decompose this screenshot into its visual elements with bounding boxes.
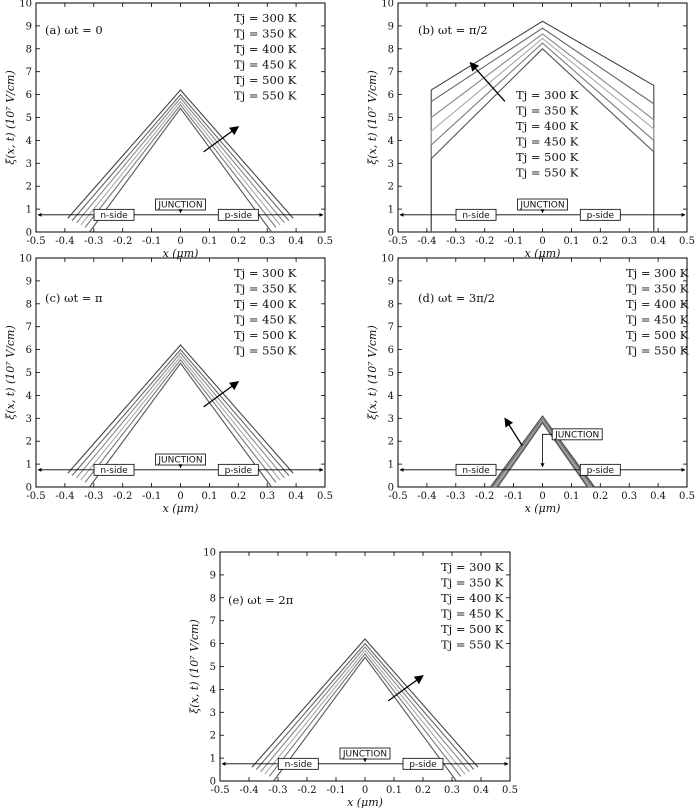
panel-title: (c) ωt = π <box>45 291 103 305</box>
x-tick-label: -0.2 <box>475 236 495 247</box>
legend-entry: Tj = 350 K <box>441 575 504 590</box>
x-tick-label: -0.2 <box>113 236 133 247</box>
x-tick-label: -0.3 <box>446 236 466 247</box>
x-tick-label: -0.5 <box>388 491 408 502</box>
y-tick-label: 8 <box>387 299 394 311</box>
y-tick-label: 6 <box>25 345 32 357</box>
y-axis-label: ξ(x, t) (10⁷ V/cm) <box>366 325 379 420</box>
x-tick-label: 0.1 <box>386 785 402 796</box>
panel-title: (e) ωt = 2π <box>228 593 294 607</box>
legend-entry: Tj = 350 K <box>516 103 579 118</box>
legend-entry: Tj = 500 K <box>626 328 689 342</box>
x-tick-label: 0.5 <box>317 491 333 502</box>
y-axis-label: ξ(x, t) (10⁷ V/cm) <box>188 619 201 714</box>
x-tick-label: -0.2 <box>297 785 317 796</box>
y-tick-label: 5 <box>25 368 32 379</box>
x-tick-label: 0.3 <box>259 491 276 502</box>
x-axis-label: x (μm) <box>162 502 199 515</box>
x-tick-label: -0.3 <box>446 491 466 502</box>
x-tick-label: 0 <box>177 491 184 502</box>
x-tick-label: -0.2 <box>113 491 133 502</box>
x-tick-label: -0.1 <box>503 236 524 247</box>
y-tick-label: 10 <box>19 0 32 10</box>
y-tick-label: 7 <box>25 67 32 79</box>
legend-entry: Tj = 300 K <box>516 88 579 102</box>
y-axis-label: ξ(x, t) (10⁷ V/cm) <box>366 70 379 165</box>
x-tick-label: -0.1 <box>503 491 524 502</box>
legend-entry: Tj = 550 K <box>234 88 297 103</box>
legend-entry: Tj = 500 K <box>234 73 297 87</box>
y-tick-label: 4 <box>209 684 216 696</box>
x-tick-label: -0.1 <box>326 785 346 796</box>
y-tick-label: 8 <box>25 44 32 56</box>
x-tick-label: 0.1 <box>201 236 218 247</box>
junction-label: JUNCTION <box>158 200 203 211</box>
y-tick-label: 9 <box>387 21 394 33</box>
legend-entry: Tj = 350 K <box>626 281 689 296</box>
y-tick-label: 10 <box>381 253 394 265</box>
panel-title: (d) ωt = 3π/2 <box>418 291 496 305</box>
x-tick-label: -0.5 <box>26 491 46 502</box>
y-tick-label: 0 <box>25 482 32 494</box>
panel-a <box>4 0 333 260</box>
legend-entry: Tj = 300 K <box>441 560 504 574</box>
y-tick-label: 9 <box>25 21 32 33</box>
legend-entry: Tj = 450 K <box>234 57 297 72</box>
x-tick-label: 0.3 <box>259 236 276 247</box>
y-tick-label: 10 <box>19 253 32 265</box>
x-tick-label: -0.4 <box>239 785 259 796</box>
n-side-label: n-side <box>100 210 128 221</box>
y-tick-label: 1 <box>387 459 394 471</box>
y-tick-label: 7 <box>25 322 32 334</box>
panel-c <box>4 254 333 516</box>
y-tick-label: 9 <box>387 276 394 288</box>
x-tick-label: 0.3 <box>444 785 460 796</box>
x-tick-label: 0 <box>539 491 546 502</box>
y-tick-label: 4 <box>25 390 32 402</box>
x-tick-label: -0.4 <box>417 236 437 247</box>
y-tick-label: 3 <box>209 707 216 719</box>
trend-arrow <box>505 418 522 445</box>
y-tick-label: 2 <box>25 436 32 448</box>
y-tick-label: 8 <box>387 44 394 56</box>
trend-arrow <box>204 382 239 407</box>
legend-entry: Tj = 450 K <box>234 312 297 327</box>
legend-entry: Tj = 350 K <box>234 26 297 41</box>
y-tick-label: 7 <box>209 616 216 628</box>
x-tick-label: 0.2 <box>230 236 247 247</box>
junction-label: JUNCTION <box>342 749 388 760</box>
y-tick-label: 6 <box>209 639 216 651</box>
x-axis-label: x (μm) <box>347 796 383 808</box>
p-side-label: p-side <box>224 210 253 221</box>
legend-entry: Tj = 400 K <box>234 297 297 311</box>
legend-entry: Tj = 400 K <box>516 119 579 133</box>
p-side-label: p-side <box>224 465 253 476</box>
y-tick-label: 1 <box>387 204 394 216</box>
p-side-label: p-side <box>586 465 615 476</box>
panel-b <box>366 0 695 260</box>
y-tick-label: 7 <box>387 322 394 334</box>
y-tick-label: 9 <box>25 276 32 288</box>
x-tick-label: -0.5 <box>26 236 46 247</box>
y-tick-label: 2 <box>209 730 216 742</box>
x-tick-label: -0.5 <box>210 785 230 796</box>
panel-title: (b) ωt = π/2 <box>418 23 488 37</box>
p-side-label: p-side <box>409 759 437 770</box>
y-tick-label: 0 <box>387 227 394 239</box>
y-tick-label: 8 <box>25 299 32 311</box>
x-tick-label: 0.2 <box>230 491 247 502</box>
x-tick-label: 0 <box>539 236 546 247</box>
y-tick-label: 0 <box>387 482 394 494</box>
y-tick-label: 2 <box>387 436 394 448</box>
y-tick-label: 5 <box>209 662 216 673</box>
x-tick-label: 0.1 <box>563 491 580 502</box>
plot-frame <box>398 3 687 232</box>
x-tick-label: 0.4 <box>473 785 489 796</box>
x-tick-label: 0.4 <box>288 491 305 502</box>
y-tick-label: 5 <box>387 113 394 124</box>
y-axis-label: ξ(x, t) (10⁷ V/cm) <box>4 325 17 420</box>
x-tick-label: 0.4 <box>288 236 305 247</box>
y-tick-label: 9 <box>209 570 216 582</box>
x-tick-label: -0.2 <box>475 491 495 502</box>
legend-entry: Tj = 350 K <box>234 281 297 296</box>
x-tick-label: 0.4 <box>650 236 667 247</box>
x-tick-label: 0.3 <box>621 491 638 502</box>
x-tick-label: 0.2 <box>592 236 609 247</box>
junction-label: JUNCTION <box>158 455 203 466</box>
legend-entry: Tj = 300 K <box>234 266 297 280</box>
legend-entry: Tj = 500 K <box>516 150 579 164</box>
y-tick-label: 5 <box>387 368 394 379</box>
y-axis-label: ξ(x, t) (10⁷ V/cm) <box>4 70 17 165</box>
x-tick-label: 0.5 <box>317 236 333 247</box>
legend-entry: Tj = 550 K <box>234 343 297 358</box>
n-side-label: n-side <box>284 759 313 770</box>
legend-entry: Tj = 550 K <box>626 343 689 358</box>
x-tick-label: -0.4 <box>55 236 75 247</box>
x-tick-label: 0.2 <box>415 785 431 796</box>
y-tick-label: 1 <box>25 459 32 471</box>
y-tick-label: 6 <box>387 90 394 102</box>
y-tick-label: 10 <box>381 0 394 10</box>
y-tick-label: 2 <box>25 181 32 193</box>
x-tick-label: -0.4 <box>417 491 437 502</box>
y-tick-label: 7 <box>387 67 394 79</box>
x-tick-label: -0.5 <box>388 236 408 247</box>
x-tick-label: 0.3 <box>621 236 638 247</box>
y-tick-label: 8 <box>209 593 216 605</box>
n-side-label: n-side <box>100 465 128 476</box>
y-tick-label: 1 <box>209 753 216 765</box>
junction-pointer <box>543 434 553 466</box>
x-tick-label: -0.3 <box>84 491 104 502</box>
trend-arrow <box>204 127 239 152</box>
legend-entry: Tj = 300 K <box>626 266 689 280</box>
x-tick-label: 0.5 <box>502 785 518 796</box>
legend-entry: Tj = 300 K <box>234 11 297 25</box>
y-tick-label: 3 <box>25 413 32 425</box>
x-tick-label: -0.3 <box>84 236 104 247</box>
y-tick-label: 0 <box>25 227 32 239</box>
legend-entry: Tj = 450 K <box>441 606 504 621</box>
y-tick-label: 6 <box>387 345 394 357</box>
x-tick-label: -0.3 <box>268 785 288 796</box>
y-tick-label: 4 <box>387 390 394 402</box>
x-tick-label: -0.1 <box>141 491 162 502</box>
y-tick-label: 2 <box>387 181 394 193</box>
x-tick-label: 0.5 <box>679 491 695 502</box>
legend-entry: Tj = 450 K <box>516 134 579 149</box>
y-tick-label: 3 <box>387 413 394 425</box>
x-tick-label: 0.2 <box>592 491 609 502</box>
n-side-label: n-side <box>462 465 490 476</box>
x-tick-label: 0 <box>177 236 184 247</box>
panel-title: (a) ωt = 0 <box>45 23 103 37</box>
junction-label: JUNCTION <box>555 430 600 441</box>
x-tick-label: 0.1 <box>563 236 580 247</box>
y-tick-label: 5 <box>25 113 32 124</box>
trend-arrow <box>388 676 423 701</box>
legend-entry: Tj = 400 K <box>626 297 689 311</box>
x-axis-label: x (μm) <box>524 502 561 515</box>
x-axis-label: x (μm) <box>524 247 561 260</box>
p-side-label: p-side <box>586 210 615 221</box>
junction-label: JUNCTION <box>520 200 565 211</box>
x-tick-label: 0.1 <box>201 491 218 502</box>
y-tick-label: 6 <box>25 90 32 102</box>
x-tick-label: -0.4 <box>55 491 75 502</box>
y-tick-label: 3 <box>25 158 32 170</box>
legend-entry: Tj = 550 K <box>516 165 579 180</box>
x-axis-label: x (μm) <box>162 247 199 260</box>
panel-d <box>366 254 695 516</box>
panel-e <box>188 548 518 808</box>
legend-entry: Tj = 550 K <box>441 637 504 652</box>
y-tick-label: 1 <box>25 204 32 216</box>
legend-entry: Tj = 500 K <box>234 328 297 342</box>
y-tick-label: 4 <box>387 135 394 147</box>
legend-entry: Tj = 500 K <box>441 622 504 636</box>
x-tick-label: 0.5 <box>679 236 695 247</box>
legend-entry: Tj = 400 K <box>441 591 504 605</box>
legend-entry: Tj = 450 K <box>626 312 689 327</box>
y-tick-label: 0 <box>209 776 216 788</box>
x-tick-label: -0.1 <box>141 236 162 247</box>
legend-entry: Tj = 400 K <box>234 42 297 56</box>
y-tick-label: 3 <box>387 158 394 170</box>
x-tick-label: 0 <box>361 785 369 796</box>
n-side-label: n-side <box>462 210 490 221</box>
y-tick-label: 4 <box>25 135 32 147</box>
y-tick-label: 10 <box>203 547 216 559</box>
x-tick-label: 0.4 <box>650 491 667 502</box>
